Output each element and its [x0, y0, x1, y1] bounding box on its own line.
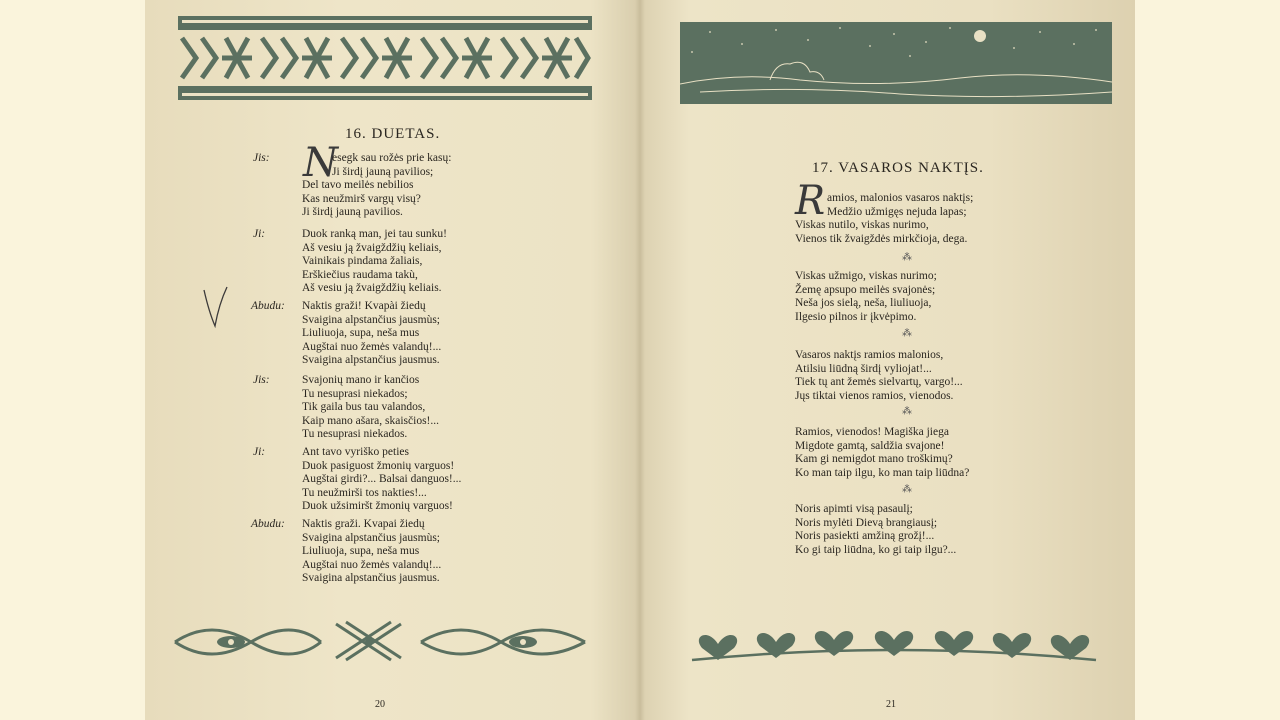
verse-line: Augštai nuo žemės valandų!... — [302, 558, 442, 571]
poem-title: 17. VASAROS NAKTĮS. — [812, 160, 984, 176]
verse-line: Kam gi nemigdot mano troškimų? — [795, 453, 953, 466]
stanza-separator: ⁂ — [902, 484, 912, 495]
stanza — [795, 426, 969, 480]
verse-line: Svaigina alpstančius jausmùs; — [302, 313, 440, 326]
verse-line: esegk sau rožės prie kasų: — [332, 152, 452, 164]
verse-line: Vasaros naktįs ramios malonios, — [795, 349, 944, 361]
stanza — [795, 503, 956, 557]
night-landscape-illustration — [680, 22, 1112, 104]
drop-capital: N — [303, 140, 338, 186]
speaker-label: Abudu: — [251, 300, 285, 312]
verse-line: Noris mylėti Dievą brangiausį; — [795, 516, 938, 529]
verse-line: Migdote gamtą, saldžia svajone! — [795, 439, 945, 452]
speaker-label: Jis: — [253, 374, 270, 386]
verse-line: Duok pasiguost žmonių varguos! — [302, 459, 455, 472]
right-page — [640, 0, 1135, 720]
verse-line: Svajonių mano ir kančios — [302, 374, 420, 386]
verse-line: Duok užsimiršt žmonių varguos! — [302, 500, 453, 513]
verse-line: Vainikais pindama žaliais, — [302, 255, 423, 268]
verse-line: Svaigina alpstančius jausmus. — [302, 354, 440, 367]
speaker-label: Ji: — [253, 228, 266, 240]
verse-line: Tu nesuprasi niekados. — [302, 428, 408, 441]
speaker-label: Ji: — [253, 446, 266, 458]
verse-line: Augštai girdi?... Balsai danguos!... — [302, 473, 462, 486]
stanza — [795, 270, 937, 324]
verse-line: Svaigina alpstančius jausmùs; — [302, 531, 440, 544]
verse-line: Noris apimti visą pasaulį; — [795, 503, 913, 515]
page-number: 21 — [886, 699, 896, 710]
verse-line: Del tavo meilės nebilios — [302, 179, 414, 192]
stanza — [302, 300, 441, 368]
decorative-tailpiece-ornament — [171, 616, 591, 668]
left-page — [145, 0, 637, 720]
verse-line: Žemę apsupo meilės svajonės; — [795, 283, 936, 296]
verse-line: Erškiečius raudama takù, — [302, 268, 418, 281]
verse-line: Vienos tik žvaigždės mirkčioja, dega. — [795, 232, 968, 245]
verse-line: Svaigina alpstančius jausmus. — [302, 572, 440, 585]
verse-line: Ji širdį jauną pavilios. — [302, 206, 403, 219]
verse-line: Liuliuoja, supa, neša mus — [302, 327, 420, 340]
verse-line: Tu neužmirši tos nakties!... — [302, 486, 427, 499]
stanza — [795, 349, 963, 403]
speaker-label: Abudu: — [251, 518, 285, 530]
stanza-separator: ⁂ — [902, 406, 912, 417]
verse-line: Kas neužmirš vargų visų? — [302, 192, 421, 205]
verse-line: Ko gi taip liūdna, ko gi taip ilgu?... — [795, 543, 957, 556]
stanza — [302, 374, 439, 442]
verse-line: Liuliuoja, supa, neša mus — [302, 545, 420, 558]
stanza — [302, 446, 461, 514]
stanza — [302, 518, 441, 586]
verse-line: Ilgesio pilnos ir įkvėpimo. — [795, 310, 917, 323]
geometric-border-ornament — [178, 16, 592, 100]
poem-title: 16. DUETAS. — [345, 126, 441, 142]
stanza — [302, 152, 451, 220]
stanza — [302, 228, 447, 296]
verse-line: Medžio užmigęs nejuda lapas; — [827, 205, 967, 218]
verse-line: Duok ranką man, jei tau sunku! — [302, 228, 447, 240]
verse-line: Aš vesiu ją žvaigždžių keliais, — [302, 241, 442, 254]
book-scan — [145, 0, 1135, 720]
verse-line: Neša jos sielą, neša, liuliuoja, — [795, 297, 932, 310]
verse-line: Atilsiu liūdną širdį vyliojat!... — [795, 362, 932, 375]
verse-line: Tik gaila bus tau valandos, — [302, 401, 426, 414]
verse-line: Naktis graži. Kvapai žiedų — [302, 518, 425, 530]
verse-line: Noris pasiekti amžiną grožį!... — [795, 530, 935, 543]
speaker-label: Jis: — [253, 152, 270, 164]
verse-line: Viskas nutilo, viskas nurimo, — [795, 219, 929, 232]
drop-capital: R — [795, 178, 826, 224]
verse-line: Tu nesuprasi niekados; — [302, 387, 408, 400]
verse-line: Tiek tų ant žemės sielvartų, vargo!... — [795, 376, 963, 389]
verse-line: Ramios, vienodos! Magiška jiega — [795, 426, 949, 438]
verse-line: Aš vesiu ją žvaigždžių keliais. — [302, 282, 442, 295]
verse-line: Ant tavo vyriško peties — [302, 446, 409, 458]
verse-line: Naktis graži! Kvapài žiedų — [302, 300, 426, 312]
verse-line: Augštai nuo žemės valandų!... — [302, 340, 442, 353]
stanza-separator: ⁂ — [902, 328, 912, 339]
verse-line: Viskas užmigo, viskas nurimo; — [795, 270, 937, 282]
heart-garland-ornament — [688, 620, 1100, 670]
handwritten-check-mark — [201, 284, 231, 330]
verse-line: amios, malonios vasaros naktįs; — [827, 192, 974, 204]
page-number: 20 — [375, 699, 385, 710]
verse-line: Ko man taip ilgu, ko man taip liūdna? — [795, 466, 970, 479]
stanza — [795, 192, 973, 246]
verse-line: Kaip mano ašara, skaisčios!... — [302, 414, 440, 427]
stanza-separator: ⁂ — [902, 252, 912, 263]
verse-line: Ji širdį jauną pavilios; — [332, 165, 434, 178]
verse-line: Jųs tiktai vienos ramios, vienodos. — [795, 389, 954, 402]
